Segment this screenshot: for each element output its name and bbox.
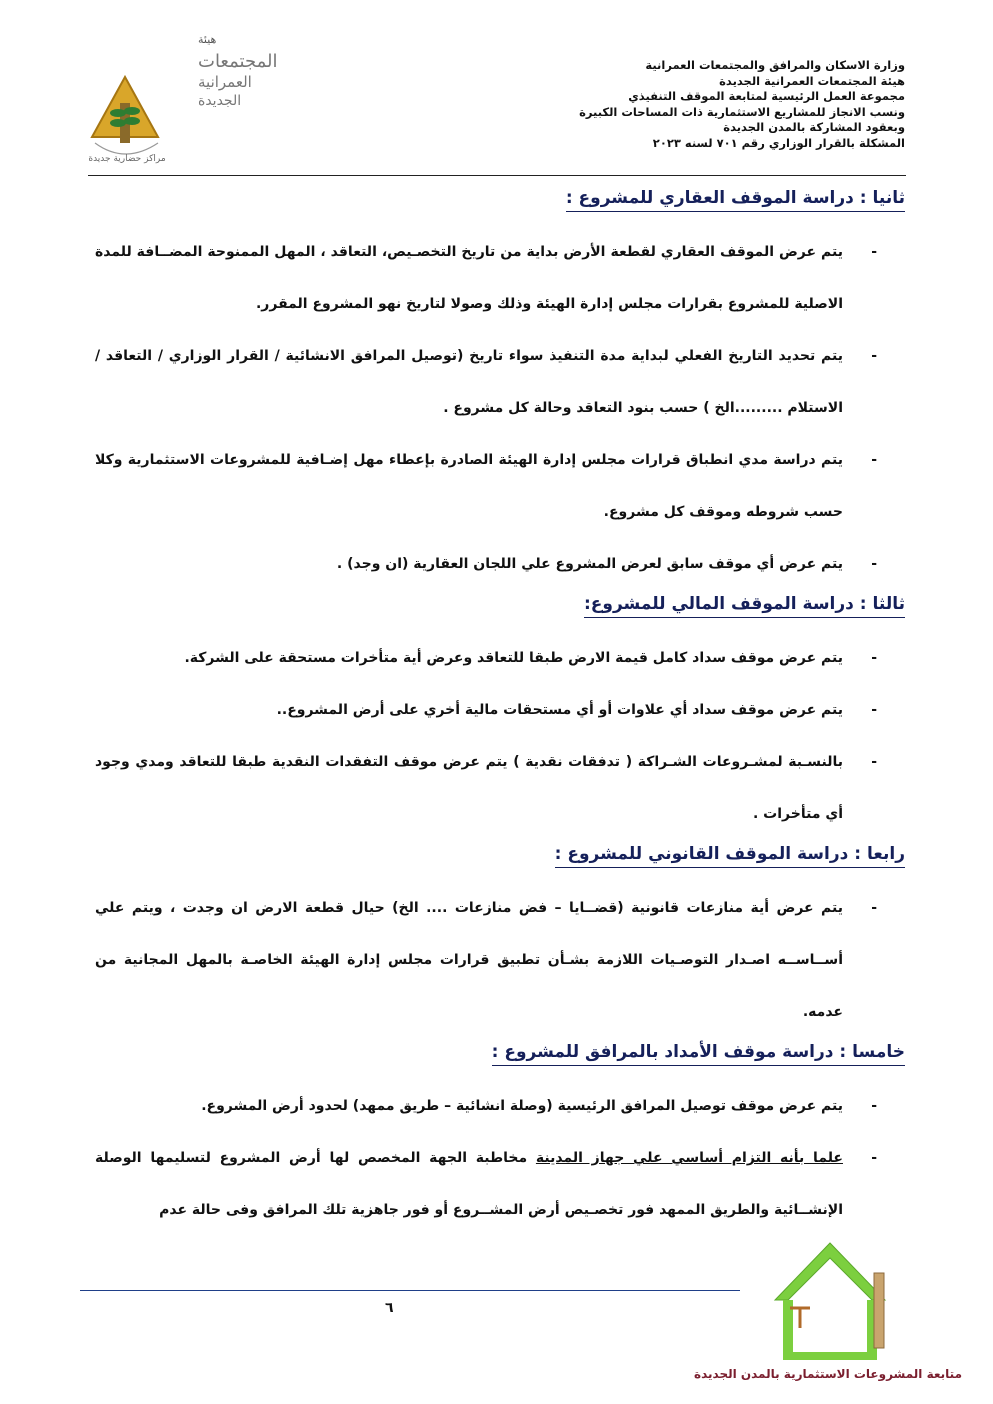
- document-body: [95, 184, 905, 1236]
- section-heading: [566, 188, 905, 212]
- logo-text-line: المجتمعات: [198, 51, 278, 72]
- header-divider: [88, 175, 906, 176]
- section-utilities: [95, 1038, 905, 1236]
- logo-arc: [95, 143, 158, 154]
- section-heading-prefix: رابعا: [867, 844, 905, 864]
- dash-bullet: -: [871, 244, 877, 260]
- bullet-list: [95, 1080, 905, 1236]
- list-item-text: يتم عرض موقف سداد كامل قيمة الارض طبقا للتعاقد وعرض أية متأخرات مستحقة على الشركة.: [184, 650, 843, 666]
- header-line: وبعقود المشاركة بالمدن الجديدة: [723, 120, 905, 134]
- logo-text-line: الجديدة: [198, 93, 242, 109]
- logo-text-line: هيئة: [198, 33, 217, 46]
- list-item: [95, 1080, 905, 1132]
- logo-text-line: العمرانية: [198, 73, 252, 91]
- section-heading: [492, 1042, 905, 1066]
- list-item-text: يتم تحديد التاريخ الفعلي لبداية مدة التنفيذ سواء تاريخ (توصيل المرافق الانشائية / القرار الوزاري / التعاقد / الاستلام .........الخ ) حسب بنود التعاقد وحالة كل مشروع .: [95, 348, 843, 416]
- list-item-text: يتم دراسة مدي انطباق قرارات مجلس إدارة الهيئة الصادرة بإعطاء مهل إضـافية للمشروعات الاستثمارية وكلا حسب شروطه وموقف كل مشروع.: [95, 452, 843, 520]
- section-heading: [584, 594, 905, 618]
- footer-caption: متابعة المشروعات الاستثمارية بالمدن الجديدة: [693, 1367, 962, 1381]
- logo-leaf: [124, 107, 140, 115]
- list-item: [95, 684, 905, 736]
- section-heading-prefix: ثانيا: [872, 188, 905, 208]
- section-heading-text: : دراسة الموقف المالي للمشروع:: [583, 594, 867, 614]
- logo-leaf: [124, 117, 140, 125]
- section-financial: [95, 590, 905, 840]
- dash-bullet: -: [871, 1098, 877, 1114]
- bullet-list: [95, 882, 905, 1038]
- list-item: [95, 434, 905, 538]
- section-heading-text: : دراسة الموقف العقاري للمشروع :: [565, 188, 867, 208]
- section-heading-text: : دراسة الموقف القانوني للمشروع :: [554, 844, 862, 864]
- list-item-text: مخاطبة الجهة المخصص لها أرض المشروع لتسليمها الوصلة الإنشــائية والطريق الممهد فور تخصـيص أرض المشــروع أو فور جاهزية تلك المرافق وفى حالة عدم: [95, 1150, 843, 1218]
- list-item: [95, 330, 905, 434]
- dash-bullet: -: [871, 900, 877, 916]
- bullet-list: [95, 632, 905, 840]
- header-line: المشكلة بالقرار الوزاري رقم ٧٠١ لسنه ٢٠٢٣: [652, 135, 905, 150]
- dash-bullet: -: [871, 1150, 877, 1166]
- list-item: [95, 632, 905, 684]
- underlined-phrase: علما بأنه التزام أساسي علي جهاز المدينة: [535, 1150, 843, 1166]
- section-heading-text: : دراسة موقف الأمداد بالمرافق للمشروع :: [491, 1042, 847, 1062]
- dash-bullet: -: [871, 702, 877, 718]
- header-line: هيئة المجتمعات العمرانية الجديدة: [719, 73, 905, 88]
- section-real-estate: [95, 184, 905, 590]
- dash-bullet: -: [871, 650, 877, 666]
- ruler-icon: [874, 1273, 884, 1348]
- dash-bullet: -: [871, 754, 877, 770]
- header-organization-block: [579, 58, 905, 151]
- header-line: ونسب الانجاز للمشاريع الاستثمارية ذات المساحات الكبيرة: [579, 104, 905, 119]
- section-heading-prefix: خامسا: [852, 1042, 905, 1062]
- header-line: مجموعة العمل الرئيسية لمتابعة الموقف التنفيذي: [628, 89, 905, 103]
- list-item: [95, 882, 905, 1038]
- house-ruler-logo: [770, 1238, 890, 1373]
- list-item: [95, 538, 905, 590]
- list-item: [95, 1132, 905, 1236]
- dash-bullet: -: [871, 556, 877, 572]
- page-number: ٦: [385, 1300, 394, 1316]
- logo-caption: مراكز حضارية جديدة: [88, 154, 166, 164]
- bullet-list: [95, 226, 905, 590]
- list-item-text: يتم عرض أي موقف سابق لعرض المشروع علي اللجان العقارية (ان وجد) .: [336, 556, 843, 572]
- list-item-text: يتم عرض الموقف العقاري لقطعة الأرض بداية من تاريخ التخصـيص، التعاقد ، المهل الممنوحة المضــافة للمدة الاصلية للمشروع بقرارات مجلس إدارة الهيئة وذلك وصولا لتاريخ نهو المشروع المقرر.: [95, 244, 843, 312]
- footer-divider: [80, 1290, 740, 1291]
- section-legal: [95, 840, 905, 1038]
- section-heading: [555, 844, 905, 868]
- dash-bullet: -: [871, 452, 877, 468]
- section-heading-prefix: ثالثا: [872, 594, 905, 614]
- list-item-text: يتم عرض موقف سداد أي علاوات أو أي مستحقات مالية أخري على أرض المشروع..: [276, 702, 843, 718]
- logo-leaf: [110, 109, 126, 117]
- house-roof-icon: [775, 1243, 885, 1300]
- nuca-logo: [80, 25, 278, 170]
- list-item: [95, 736, 905, 840]
- logo-leaf: [110, 119, 126, 127]
- dash-bullet: -: [871, 348, 877, 364]
- list-item: [95, 226, 905, 330]
- list-item-text: يتم عرض أية منازعات قانونية (قضــايا – فض منازعات .... الخ) حيال قطعة الارض ان وجدت ، ويتم علي أســاســه اصـدار التوصـيات اللازمة بشـأن تطبيق قرارات مجلس إدارة الهيئة الخاصـة بالمهل المجانية من عدمه.: [95, 900, 843, 1020]
- list-item-text: يتم عرض موقف توصيل المرافق الرئيسية (وصلة انشائية – طريق ممهد) لحدود أرض المشروع.: [201, 1098, 843, 1114]
- list-item-text: بالنسـبة لمشـروعات الشـراكة ( تدفقات نقدية ) يتم عرض موقف التفقدات النقدية طبقا للتعاقد ومدي وجود أي متأخرات .: [95, 754, 843, 822]
- header-line: وزارة الاسكان والمرافق والمجتمعات العمرانية: [645, 58, 905, 72]
